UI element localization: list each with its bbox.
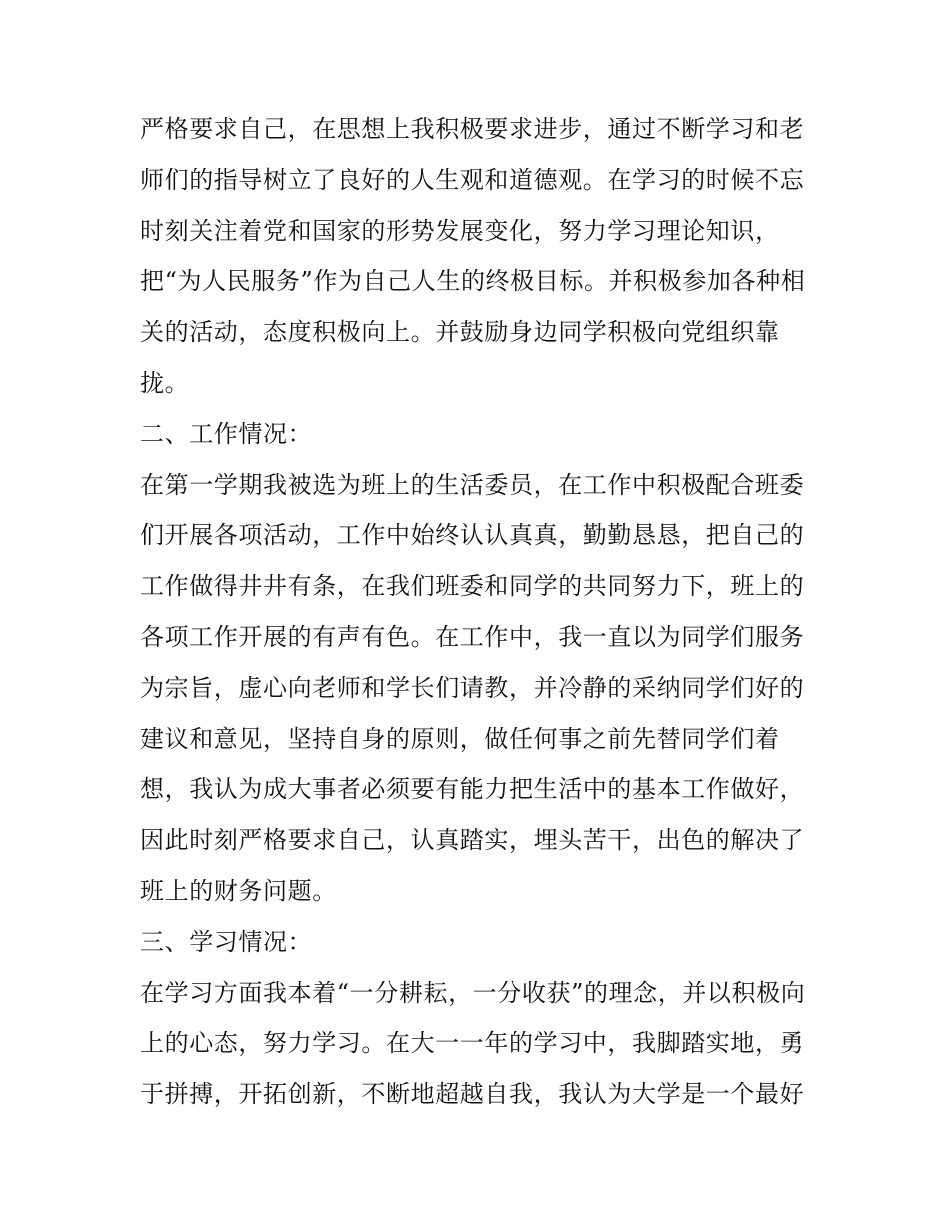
text-line: 各项工作开展的有声有色。在工作中，我一直以为同学们服务 [140, 622, 805, 651]
section-heading-study: 三、学习情况： [140, 927, 313, 956]
text-line: 工作做得井井有条，在我们班委和同学的共同努力下，班上的 [140, 572, 805, 601]
text-line: 关的活动，态度积极向上。并鼓励身边同学积极向党组织靠 [140, 318, 780, 347]
text-line: 把“为人民服务”作为自己人生的终极目标。并积极参加各种相 [140, 267, 806, 296]
text-line: 于拼搏，开拓创新，不断地超越自我，我认为大学是一个最好 [140, 1080, 805, 1109]
text-line: 们开展各项活动，工作中始终认认真真，勤勤恳恳，把自己的 [140, 521, 805, 550]
text-line: 为宗旨，虚心向老师和学长们请教，并冷静的采纳同学们好的 [140, 673, 805, 702]
text-line: 在学习方面我本着“一分耕耘，一分收获”的理念，并以积极向 [140, 978, 806, 1007]
text-line: 拢。 [140, 368, 190, 397]
text-line: 师们的指导树立了良好的人生观和道德观。在学习的时候不忘 [140, 165, 805, 194]
text-line: 因此时刻严格要求自己，认真踏实，埋头苦干，出色的解决了 [140, 826, 805, 855]
text-line: 严格要求自己，在思想上我积极要求进步，通过不断学习和老 [140, 115, 805, 143]
text-line: 在第一学期我被选为班上的生活委员，在工作中积极配合班委 [140, 470, 805, 499]
text-line: 班上的财务问题。 [140, 876, 337, 905]
text-line: 上的心态，努力学习。在大一一年的学习中，我脚踏实地，勇 [140, 1029, 805, 1058]
document-body [140, 104, 820, 1120]
text-line: 想，我认为成大事者必须要有能力把生活中的基本工作做好， [140, 775, 805, 804]
section-heading-work: 二、工作情况： [140, 419, 313, 448]
text-line: 时刻关注着党和国家的形势发展变化，努力学习理论知识， [140, 216, 780, 245]
text-line: 建议和意见，坚持自身的原则，做任何事之前先替同学们着 [140, 724, 780, 753]
